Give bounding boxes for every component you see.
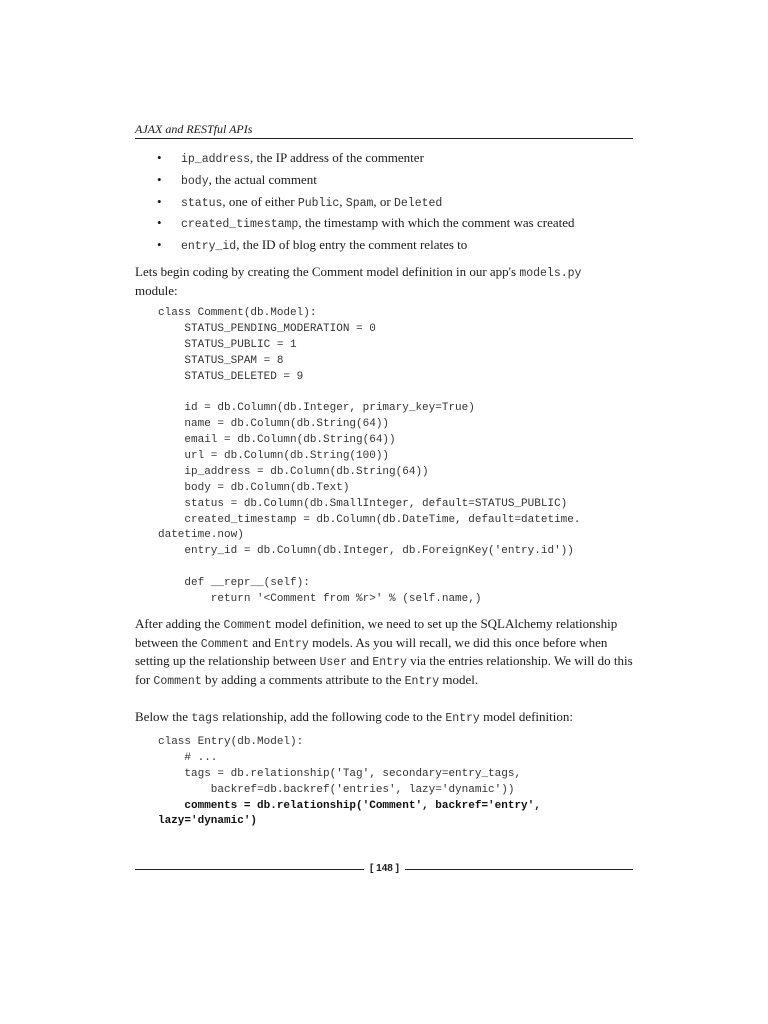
code-line: datetime.now) (158, 529, 244, 542)
code-line: entry_id = db.Column(db.Integer, db.ForeignKey('entry.id')) (158, 545, 574, 558)
field-description: , the IP address of the commenter (250, 150, 424, 165)
status-option-public: Public (297, 196, 340, 210)
field-name: entry_id (181, 240, 237, 254)
inline-code: User (319, 656, 348, 670)
paragraph-text: model. (439, 671, 479, 687)
inline-code: Entry (372, 656, 407, 670)
status-option-deleted: Deleted (394, 196, 443, 210)
bullet-icon: • (157, 193, 162, 209)
inline-code: Comment (153, 674, 202, 688)
separator: , or (373, 193, 394, 209)
status-option-spam: Spam (345, 196, 374, 210)
field-name: status (181, 196, 223, 210)
list-item (135, 170, 635, 192)
code-line: STATUS_PUBLIC = 1 (158, 338, 297, 351)
code-line: STATUS_SPAM = 8 (158, 354, 284, 367)
bullet-icon: • (157, 150, 162, 165)
page-footer (135, 861, 633, 877)
code-line: backref=db.backref('entries', lazy='dynamic')) (158, 783, 515, 796)
page-number: [ 148 ] (370, 863, 399, 874)
inline-code: models.py (519, 267, 582, 280)
list-item (135, 192, 635, 214)
bullet-icon: • (157, 237, 162, 253)
field-name: body (181, 174, 209, 188)
field-description: , the ID of blog entry the comment relates to (236, 237, 468, 253)
inline-code: Entry (274, 637, 309, 651)
code-line: ip_address = db.Column(db.String(64)) (158, 465, 429, 478)
paragraph-text: models. As you will recall, we did this once before when setting up the relationship between (135, 634, 608, 669)
code-line (158, 385, 638, 401)
code-line: id = db.Column(db.Integer, primary_key=True) (158, 402, 475, 415)
code-line: class Comment(db.Model): (158, 307, 317, 319)
bullet-icon: • (157, 215, 162, 231)
code-line (158, 560, 638, 576)
code-line: def __repr__(self): (158, 577, 310, 590)
code-block-comment-model (158, 306, 638, 608)
separator: , (339, 193, 346, 209)
field-description: , the timestamp with which the comment was created (298, 215, 575, 231)
code-line: created_timestamp = db.Column(db.DateTime, default=datetime. (158, 513, 581, 526)
relationship-paragraph (135, 616, 635, 690)
inline-code: tags (191, 712, 219, 725)
field-description: , one of either (222, 193, 298, 209)
field-description: , the actual comment (208, 171, 317, 187)
inline-code: Comment (200, 637, 250, 651)
code-line: tags = db.relationship('Tag', secondary=entry_tags, (158, 767, 522, 780)
intro-paragraph (135, 264, 635, 299)
list-item (135, 213, 635, 235)
code-line: name = db.Column(db.String(64)) (158, 418, 390, 431)
paragraph-text: via the entries relationship. We will do this for (135, 653, 633, 687)
field-list (135, 148, 635, 257)
bullet-icon: • (157, 171, 162, 187)
paragraph-text: and (347, 653, 373, 669)
paragraph-text: relationship, add the following code to the (218, 709, 446, 724)
paragraph-text: by adding a comments attribute to the (201, 671, 405, 687)
list-item (135, 235, 635, 257)
field-name: created_timestamp (181, 218, 299, 232)
code-line: STATUS_DELETED = 9 (158, 370, 304, 383)
paragraph-text: model definition, we need to set up the SQLAlchemy relationship between the (135, 616, 618, 650)
inline-code: Entry (445, 712, 480, 725)
intro-text-cont: module: (135, 282, 178, 298)
code-line: lazy='dynamic') (158, 815, 258, 828)
paragraph-text: After adding the (135, 616, 224, 631)
code-line: status = db.Column(db.SmallInteger, default=STATUS_PUBLIC) (158, 497, 568, 510)
chapter-title: AJAX and RESTful APIs (135, 122, 253, 136)
code-line: # ... (158, 751, 218, 764)
code-line: class Entry(db.Model): (158, 736, 304, 748)
code-line: comments = db.relationship('Comment', backref='entry', (158, 799, 541, 812)
intro-text: Lets begin coding by creating the Comment model definition in our app's (135, 264, 520, 279)
code-line: STATUS_PENDING_MODERATION = 0 (158, 322, 376, 335)
instruction-paragraph (135, 709, 635, 728)
code-line: email = db.Column(db.String(64)) (158, 434, 396, 447)
paragraph-text: Below the (135, 709, 192, 724)
inline-code: Comment (223, 619, 272, 632)
field-name: ip_address (181, 153, 251, 166)
code-block-entry-model (158, 735, 638, 830)
list-item (135, 148, 635, 170)
code-line: body = db.Column(db.Text) (158, 481, 350, 494)
code-line: url = db.Column(db.String(100)) (158, 450, 390, 463)
paragraph-text: model definition: (479, 709, 573, 724)
code-line: return '<Comment from %r>' % (self.name,) (158, 593, 482, 606)
footer-rule-right (405, 869, 633, 870)
paragraph-text: and (249, 634, 275, 650)
running-header (135, 122, 633, 139)
footer-rule-left (135, 869, 364, 870)
inline-code: Entry (404, 674, 440, 688)
